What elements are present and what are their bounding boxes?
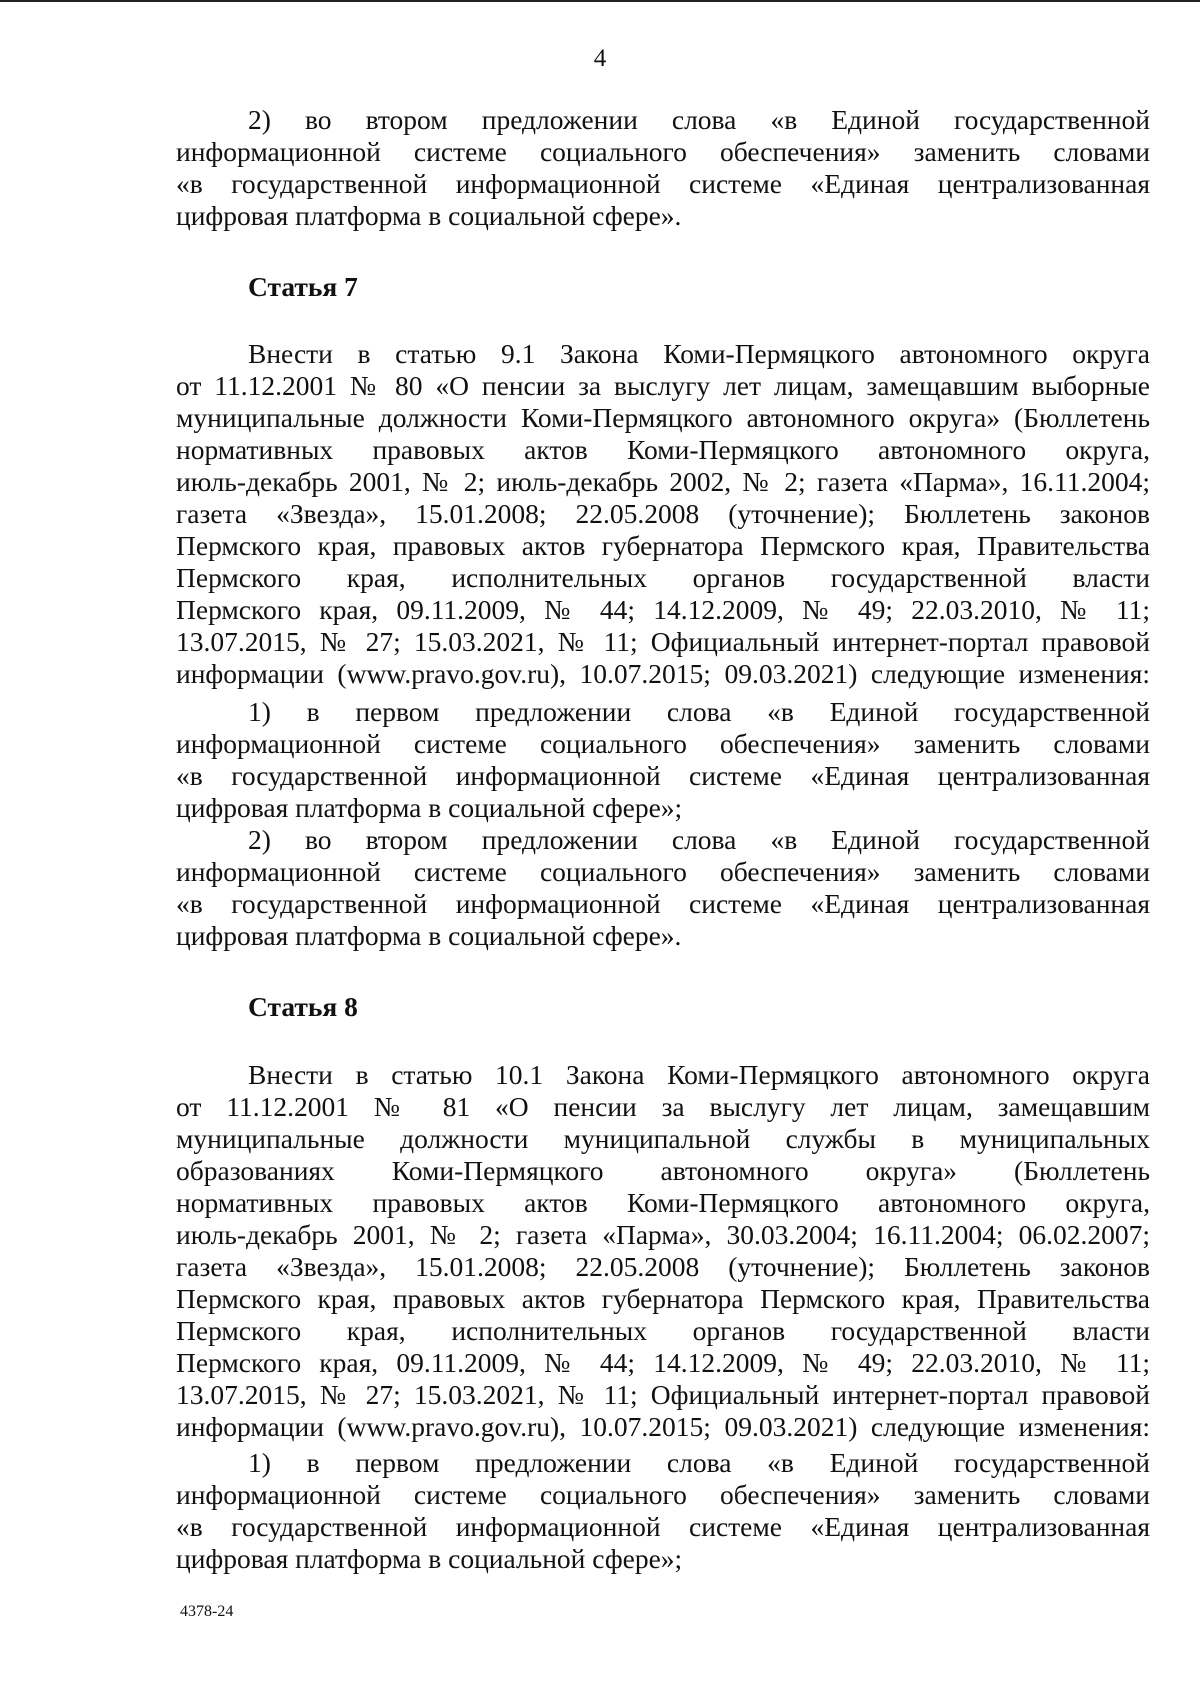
paragraph-article-7-intro [176,338,1150,690]
text-line: газета «Звезда», 15.01.2008; 22.05.2008 (уточнение); Бюллетень законов [176,498,1150,529]
text-line: муниципальные должности муниципальной службы в муниципальных [176,1123,1150,1154]
paragraph-article-8-item-1 [176,1447,1150,1575]
scan-top-edge [0,0,1200,2]
document-code: 4378-24 [180,1603,234,1620]
text-line: информационной системе социального обеспечения» заменить словами [176,728,1150,759]
text-line: образованиях Коми-Пермяцкого автономного округа» (Бюллетень [176,1155,1150,1186]
text-line: Пермского края, правовых актов губернатора Пермского края, Правительства [176,1283,1150,1314]
paragraph-article-8-intro [176,1059,1150,1443]
paragraph-top-item-2 [176,104,1150,232]
text-line: июль-декабрь 2001, № 2; июль-декабрь 2002, № 2; газета «Парма», 16.11.2004; [176,466,1150,497]
text-line: информации (www.pravo.gov.ru), 10.07.2015; 09.03.2021) следующие изменения: [176,1411,1150,1442]
text-line: цифровая платформа в социальной сфере»; [176,792,683,823]
paragraph-article-7-item-2 [176,824,1150,952]
text-line: цифровая платформа в социальной сфере». [176,200,682,231]
article-8-heading: Статья 8 [248,991,358,1022]
text-line: Пермского края, 09.11.2009, № 44; 14.12.2009, № 49; 22.03.2010, № 11; [176,594,1150,625]
text-line: нормативных правовых актов Коми-Пермяцкого автономного округа, [176,1187,1150,1218]
text-line: газета «Звезда», 15.01.2008; 22.05.2008 (уточнение); Бюллетень законов [176,1251,1150,1282]
text-line: «в государственной информационной системе «Единая централизованная [176,760,1150,791]
text-line: Пермского края, правовых актов губернатора Пермского края, Правительства [176,530,1150,561]
text-line: Пермского края, 09.11.2009, № 44; 14.12.2009, № 49; 22.03.2010, № 11; [176,1347,1150,1378]
text-line: от 11.12.2001 № 80 «О пенсии за выслугу лет лицам, замещавшим выборные [176,370,1150,401]
text-line: муниципальные должности Коми-Пермяцкого автономного округа» (Бюллетень [176,402,1150,433]
text-line: «в государственной информационной системе «Единая централизованная [176,1511,1150,1542]
article-7-heading: Статья 7 [248,271,358,302]
text-line: 1) в первом предложении слова «в Единой государственной [248,1447,1150,1478]
text-line: 1) в первом предложении слова «в Единой государственной [248,696,1150,727]
paragraph-article-7-item-1 [176,696,1150,824]
text-line: «в государственной информационной системе «Единая централизованная [176,888,1150,919]
text-line: Внести в статью 10.1 Закона Коми-Пермяцкого автономного округа [248,1059,1150,1090]
text-line: Пермского края, исполнительных органов государственной власти [176,1315,1150,1346]
text-line: информационной системе социального обеспечения» заменить словами [176,136,1150,167]
text-line: информации (www.pravo.gov.ru), 10.07.2015; 09.03.2021) следующие изменения: [176,658,1150,689]
text-line: Внести в статью 9.1 Закона Коми-Пермяцкого автономного округа [248,338,1150,369]
text-line: цифровая платформа в социальной сфере»; [176,1543,683,1574]
text-line: от 11.12.2001 № 81 «О пенсии за выслугу лет лицам, замещавшим [176,1091,1150,1122]
text-line: Пермского края, исполнительных органов государственной власти [176,562,1150,593]
text-line: информационной системе социального обеспечения» заменить словами [176,1479,1150,1510]
text-line: 13.07.2015, № 27; 15.03.2021, № 11; Официальный интернет-портал правовой [176,1379,1150,1410]
text-line: июль-декабрь 2001, № 2; газета «Парма», 30.03.2004; 16.11.2004; 06.02.2007; [176,1219,1150,1250]
page-number: 4 [593,45,607,72]
text-line: «в государственной информационной системе «Единая централизованная [176,168,1150,199]
text-line: цифровая платформа в социальной сфере». [176,920,682,951]
text-line: 13.07.2015, № 27; 15.03.2021, № 11; Официальный интернет-портал правовой [176,626,1150,657]
text-line: информационной системе социального обеспечения» заменить словами [176,856,1150,887]
text-line: 2) во втором предложении слова «в Единой государственной [248,104,1150,135]
text-line: нормативных правовых актов Коми-Пермяцкого автономного округа, [176,434,1150,465]
text-line: 2) во втором предложении слова «в Единой государственной [248,824,1150,855]
